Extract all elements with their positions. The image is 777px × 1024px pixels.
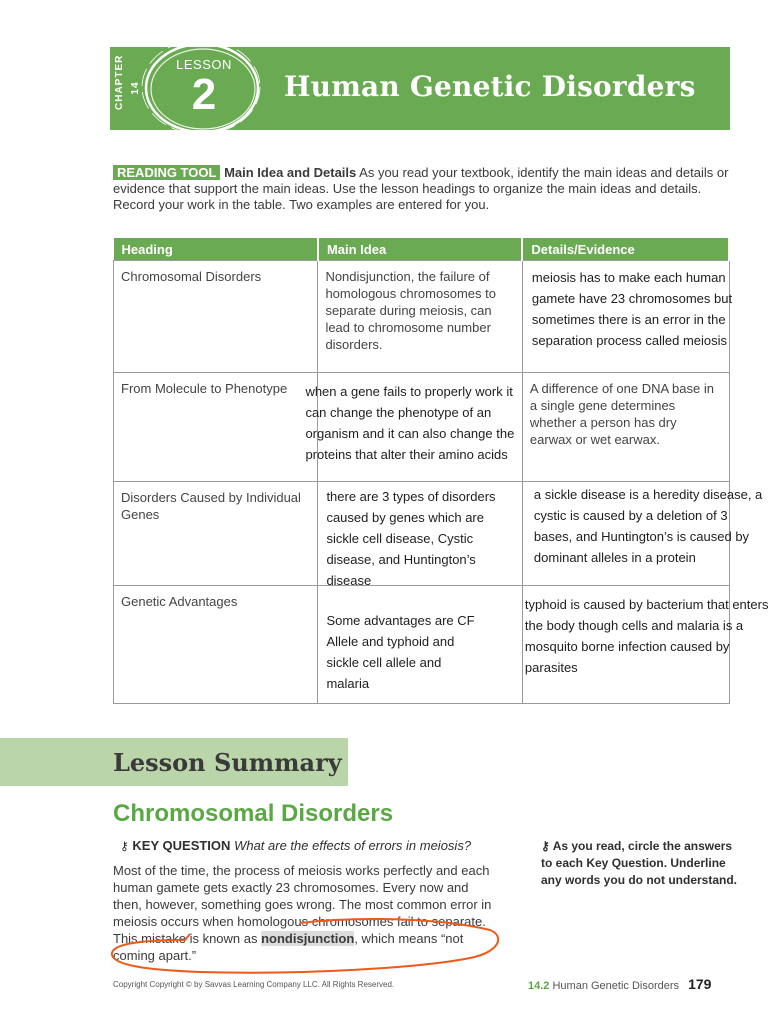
footer-section-title: Human Genetic Disorders: [552, 980, 680, 992]
table-row: [114, 373, 730, 482]
reading-tool-badge: READING TOOL: [113, 165, 220, 180]
page-footer: [528, 976, 711, 992]
row-heading: From Molecule to Phenotype: [114, 373, 318, 482]
key-question-label: KEY QUESTION: [132, 838, 231, 853]
page-title: Human Genetic Disorders: [284, 70, 696, 103]
footer-section: 14.2: [528, 980, 550, 992]
row-details[interactable]: A difference of one DNA base in a single gene determines whether a person has dry earwax or wet earwax.: [522, 373, 729, 482]
key-icon: ⚷: [541, 839, 550, 853]
row-main-idea[interactable]: [318, 586, 522, 704]
key-icon: ⚷: [120, 839, 129, 853]
row-heading: Genetic Advantages: [114, 586, 318, 704]
lesson-number: 2: [191, 70, 217, 119]
row-main-idea[interactable]: Nondisjunction, the failure of homologous chromosomes to separate during meiosis, can lead to chromosome number disorders.: [318, 261, 522, 373]
lesson-summary-title: Lesson Summary: [113, 748, 342, 777]
table-row: [114, 482, 730, 586]
key-question: [120, 838, 471, 853]
body-text-end: , which means “not coming apart.”: [113, 931, 464, 963]
highlighted-term: nondisjunction: [261, 931, 355, 946]
lesson-label: LESSON: [176, 57, 232, 72]
row-heading: Chromosomal Disorders: [114, 261, 318, 373]
handwritten-main-idea: there are 3 types of disorders caused by genes which are sickle cell disease, Cystic disease, and Huntington’s disease: [326, 489, 496, 588]
row-details[interactable]: [522, 586, 769, 704]
col-header-heading: Heading: [114, 238, 318, 261]
row-main-idea[interactable]: [318, 482, 522, 586]
handwritten-details: typhoid is caused by bacterium that enters the body though cells and malaria is a mosquito borne infection caused by parasites: [524, 597, 769, 675]
side-note: [541, 838, 741, 889]
handwritten-main-idea: when a gene fails to properly work it can change the phenotype of an organism and it can also change the proteins that alter their amino acids: [305, 384, 515, 462]
col-header-main-idea: Main Idea: [318, 238, 522, 261]
table-row: [114, 586, 730, 704]
reading-tool-title: Main Idea and Details: [224, 165, 357, 180]
summary-paragraph: [113, 862, 498, 964]
reading-tool-intro: [113, 165, 733, 213]
side-note-text: As you read, circle the answers to each Key Question. Underline any words you do not understand.: [541, 839, 738, 887]
reading-tool-text: As you read your textbook, identify the main ideas and details or evidence that support the main ideas. Use the lesson headings to organize the main ideas and details. Record your work in the table. Two examples are entered for you.: [113, 165, 729, 212]
col-header-details: Details/Evidence: [522, 238, 729, 261]
row-heading: Disorders Caused by Individual Genes: [114, 482, 318, 586]
main-idea-table: [113, 238, 769, 704]
page-number: 179: [688, 976, 712, 992]
row-details[interactable]: [522, 482, 763, 586]
handwritten-details: meiosis has to make each human gamete have 23 chromosomes but sometimes there is an error in the separation process called meiosis: [531, 270, 733, 348]
body-text-start: Most of the time, the process of meiosis works perfectly and each human gamete gets exactly 23 chromosomes. Every now and then, however, something goes wrong. The most common error in meiosis occurs when homologous chromosomes fail to separate. This mistake is known as: [113, 863, 492, 946]
chapter-label: CHAPTER 14: [114, 54, 141, 110]
handwritten-main-idea: Some advantages are CF Allele and typhoid and sickle cell allele and malaria: [326, 613, 475, 691]
row-details[interactable]: [522, 261, 733, 373]
table-row: [114, 261, 730, 373]
section-title: Chromosomal Disorders: [113, 800, 394, 827]
handwritten-details: a sickle disease is a heredity disease, a cystic is caused by a deletion of 3 bases, and Huntington’s is caused by dominant alleles in a protein: [533, 487, 763, 565]
row-main-idea[interactable]: [305, 373, 522, 482]
key-question-text: What are the effects of errors in meiosis?: [234, 838, 472, 853]
copyright: Copyright Copyright © by Savvas Learning Company LLC. All Rights Reserved.: [113, 980, 395, 989]
